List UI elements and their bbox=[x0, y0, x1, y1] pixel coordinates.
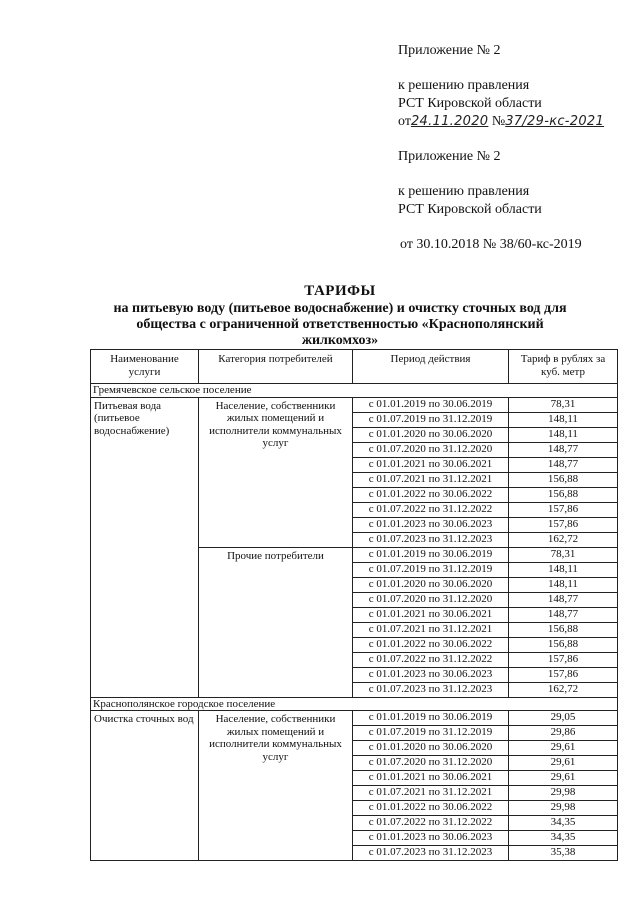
tariff-value-cell: 29,86 bbox=[509, 726, 618, 741]
period-cell: с 01.07.2020 по 31.12.2020 bbox=[353, 442, 509, 457]
tariff-value-cell: 162,72 bbox=[509, 532, 618, 547]
tariff-value-cell: 148,11 bbox=[509, 562, 618, 577]
decision-line-1: к решению правления bbox=[398, 78, 530, 93]
tariff-value-cell: 29,05 bbox=[509, 711, 618, 726]
tariff-value-cell: 156,88 bbox=[509, 622, 618, 637]
period-cell: с 01.07.2023 по 31.12.2023 bbox=[353, 682, 509, 697]
document-subtitle bbox=[90, 301, 590, 349]
tariff-value-cell: 156,88 bbox=[509, 637, 618, 652]
period-cell: с 01.07.2021 по 31.12.2021 bbox=[353, 786, 509, 801]
number-prefix: № bbox=[491, 114, 506, 129]
tariff-value-cell: 157,86 bbox=[509, 502, 618, 517]
tariff-value-cell: 29,98 bbox=[509, 786, 618, 801]
period-cell: с 01.01.2019 по 30.06.2019 bbox=[353, 397, 509, 412]
period-cell: с 01.01.2020 по 30.06.2020 bbox=[353, 427, 509, 442]
period-cell: с 01.07.2022 по 31.12.2022 bbox=[353, 652, 509, 667]
header-period: Период действия bbox=[353, 350, 509, 384]
tariff-value-cell: 29,61 bbox=[509, 756, 618, 771]
period-cell: с 01.01.2022 по 30.06.2022 bbox=[353, 487, 509, 502]
tariff-value-cell: 148,77 bbox=[509, 592, 618, 607]
tariff-value-cell: 34,35 bbox=[509, 816, 618, 831]
handwritten-date: 24.11.2020 bbox=[410, 114, 489, 129]
period-cell: с 01.07.2021 по 31.12.2021 bbox=[353, 472, 509, 487]
tariff-value-cell: 157,86 bbox=[509, 652, 618, 667]
tariff-value-cell: 35,38 bbox=[509, 846, 618, 861]
tariff-value-cell: 157,86 bbox=[509, 667, 618, 682]
period-cell: с 01.07.2021 по 31.12.2021 bbox=[353, 622, 509, 637]
period-cell: с 01.07.2022 по 31.12.2022 bbox=[353, 502, 509, 517]
subtitle-line-3: жилкомхоз» bbox=[301, 333, 379, 348]
subtitle-line-1: на питьевую воду (питьевое водоснабжение) и очистку сточных вод для bbox=[113, 301, 567, 316]
table-row bbox=[91, 711, 618, 726]
table-header-row bbox=[91, 350, 618, 384]
tariff-value-cell: 156,88 bbox=[509, 487, 618, 502]
table-row bbox=[91, 397, 618, 412]
tariff-value-cell: 157,86 bbox=[509, 517, 618, 532]
tariff-value-cell: 148,11 bbox=[509, 412, 618, 427]
period-cell: с 01.07.2023 по 31.12.2023 bbox=[353, 846, 509, 861]
tariff-value-cell: 162,72 bbox=[509, 682, 618, 697]
appendix-label-1: Приложение № 2 bbox=[398, 43, 501, 58]
tariff-value-cell: 148,11 bbox=[509, 427, 618, 442]
subtitle-line-2: общества с ограниченной ответственностью «Краснополянский bbox=[136, 317, 544, 332]
period-cell: с 01.01.2019 по 30.06.2019 bbox=[353, 547, 509, 562]
period-cell: с 01.07.2019 по 31.12.2019 bbox=[353, 562, 509, 577]
tariff-value-cell: 148,77 bbox=[509, 607, 618, 622]
period-cell: с 01.01.2021 по 30.06.2021 bbox=[353, 457, 509, 472]
handwritten-number: 37/29-кс-2021 bbox=[505, 114, 605, 129]
period-cell: с 01.01.2023 по 30.06.2023 bbox=[353, 517, 509, 532]
tariff-value-cell: 78,31 bbox=[509, 547, 618, 562]
appendix-label-2: Приложение № 2 bbox=[398, 149, 501, 164]
tariff-value-cell: 148,77 bbox=[509, 442, 618, 457]
section-name: Гремячевское сельское поселение bbox=[91, 384, 618, 398]
tariff-value-cell: 148,11 bbox=[509, 577, 618, 592]
period-cell: с 01.07.2020 по 31.12.2020 bbox=[353, 592, 509, 607]
period-cell: с 01.01.2021 по 30.06.2021 bbox=[353, 771, 509, 786]
tariff-value-cell: 34,35 bbox=[509, 831, 618, 846]
period-cell: с 01.01.2019 по 30.06.2019 bbox=[353, 711, 509, 726]
period-cell: с 01.01.2022 по 30.06.2022 bbox=[353, 801, 509, 816]
period-cell: с 01.07.2020 по 31.12.2020 bbox=[353, 756, 509, 771]
period-cell: с 01.01.2023 по 30.06.2023 bbox=[353, 667, 509, 682]
period-cell: с 01.07.2019 по 31.12.2019 bbox=[353, 412, 509, 427]
period-cell: с 01.07.2019 по 31.12.2019 bbox=[353, 726, 509, 741]
header-category: Категория потребителей bbox=[199, 350, 353, 384]
decision-line-2: к решению правления bbox=[398, 184, 530, 199]
table-body bbox=[91, 384, 618, 861]
consumer-category: Прочие потребители bbox=[199, 547, 353, 697]
service-name: Питьевая вода (питьевое водоснабжение) bbox=[91, 397, 199, 697]
period-cell: с 01.01.2020 по 30.06.2020 bbox=[353, 741, 509, 756]
period-cell: с 01.07.2022 по 31.12.2022 bbox=[353, 816, 509, 831]
period-cell: с 01.01.2021 по 30.06.2021 bbox=[353, 607, 509, 622]
tariff-value-cell: 29,61 bbox=[509, 741, 618, 756]
header-service: Наименование услуги bbox=[91, 350, 199, 384]
header-tariff: Тариф в рублях за куб. метр bbox=[509, 350, 618, 384]
tariff-value-cell: 78,31 bbox=[509, 397, 618, 412]
section-row bbox=[91, 384, 618, 398]
document-title: ТАРИФЫ bbox=[304, 283, 376, 299]
period-cell: с 01.01.2023 по 30.06.2023 bbox=[353, 831, 509, 846]
section-row bbox=[91, 697, 618, 711]
decision-ref-handwritten bbox=[398, 113, 604, 130]
tariff-value-cell: 29,61 bbox=[509, 771, 618, 786]
consumer-category: Население, собственники жилых помещений и исполнители коммунальных услуг bbox=[199, 397, 353, 547]
section-name: Краснополянское городское поселение bbox=[91, 697, 618, 711]
tariff-value-cell: 156,88 bbox=[509, 472, 618, 487]
tariff-value-cell: 148,77 bbox=[509, 457, 618, 472]
period-cell: с 01.01.2022 по 30.06.2022 bbox=[353, 637, 509, 652]
tariff-value-cell: 29,98 bbox=[509, 801, 618, 816]
authority-line-2: РСТ Кировской области bbox=[398, 202, 542, 217]
service-name: Очистка сточных вод bbox=[91, 711, 199, 861]
consumer-category: Население, собственники жилых помещений и исполнители коммунальных услуг bbox=[199, 711, 353, 861]
period-cell: с 01.01.2020 по 30.06.2020 bbox=[353, 577, 509, 592]
decision-ref-2: от 30.10.2018 № 38/60-кс-2019 bbox=[400, 237, 582, 252]
authority-line-1: РСТ Кировской области bbox=[398, 96, 542, 111]
period-cell: с 01.07.2023 по 31.12.2023 bbox=[353, 532, 509, 547]
from-prefix: от bbox=[398, 114, 411, 129]
tariff-table bbox=[90, 349, 618, 861]
